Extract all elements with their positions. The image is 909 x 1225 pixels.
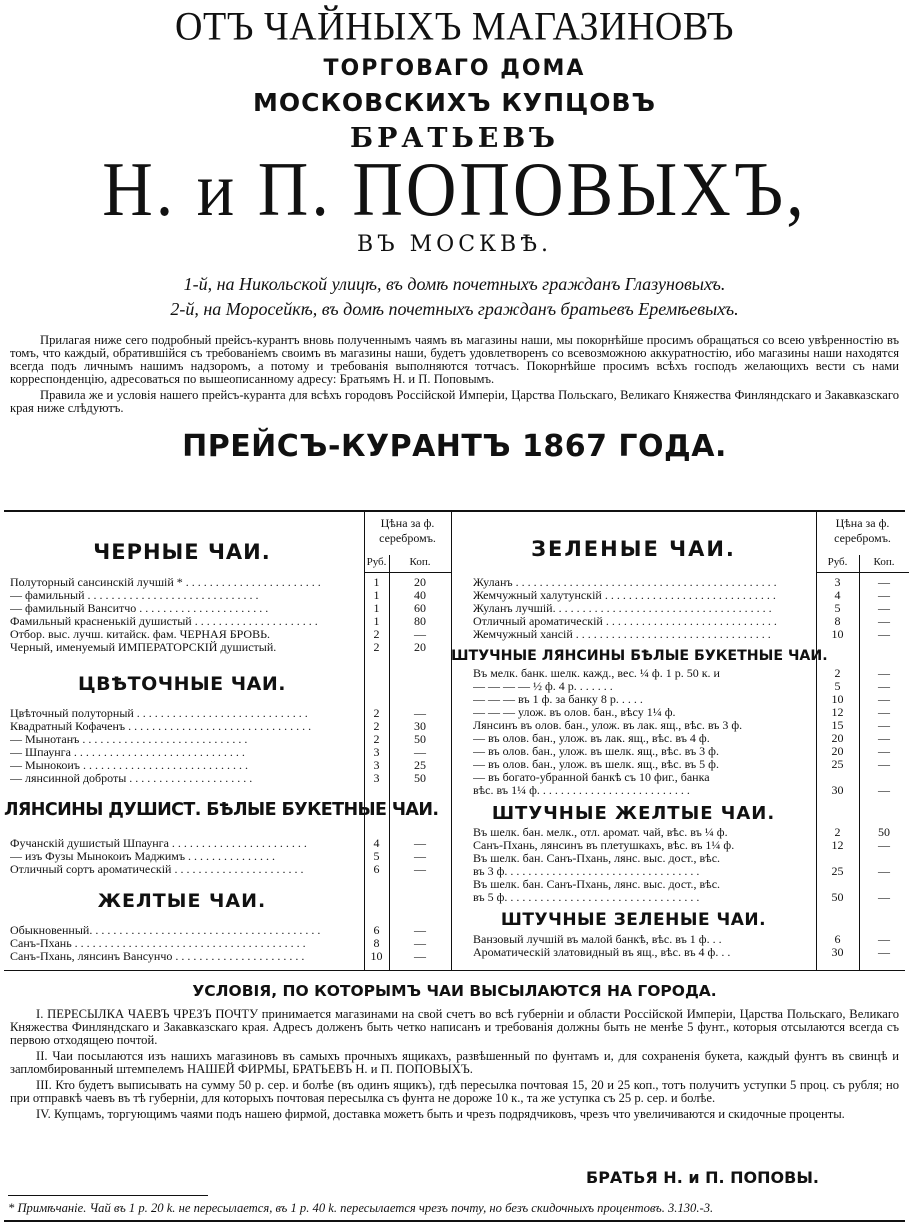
price-rub: 3 xyxy=(373,745,380,759)
price-rub: 5 xyxy=(834,679,841,693)
col-divider xyxy=(451,512,452,970)
header-line-4: БРАТЬЕВЪ xyxy=(350,123,559,154)
price-rub: 12 xyxy=(831,705,844,719)
price-row-name: Въ шелк. бан. Санъ-Пхань, лянс. выс. дост., вѣс. xyxy=(473,878,721,891)
price-kop: — xyxy=(878,692,890,706)
price-rub: 1 xyxy=(373,601,380,615)
price-rub: 30 xyxy=(831,783,844,797)
header-line-5: Н. и П. ПОПОВЫХЪ, xyxy=(102,148,807,233)
price-rub: 8 xyxy=(373,936,380,950)
price-row-name: Въ мелк. банк. шелк. кажд., вес. ¼ ф. 1 р. 50 к. и xyxy=(473,667,720,680)
header-line-3: МОСКОВСКИХЪ КУПЦОВЪ xyxy=(252,88,656,117)
price-row-name: Жемчужный хансій . . . . . . . . . . . . . . . . . . . . . . . . . . . . . . . . . xyxy=(473,628,771,641)
price-kop: — xyxy=(878,932,890,946)
price-kop: 50 xyxy=(878,825,890,839)
price-row-name: Отличный ароматическій . . . . . . . . . . . . . . . . . . . . . . . . . . . . . xyxy=(473,615,777,628)
price-row-name: — Мынотанъ . . . . . . . . . . . . . . . . . . . . . . . . . . . . xyxy=(10,733,248,746)
condition-1: I. ПЕРЕСЫЛКА ЧАЕВЪ ЧРЕЗЪ ПОЧТУ принимается магазинами на свой счетъ во всѣ губерніи и области Россійской Имперіи, Царства Польскаго, Великаго Княжества Финляндскаго и Закавказскаго края. Адресъ долженъ быть четко написанъ и требованія должны быть не менѣе 5 фунт., которыя отсылаются всегда съ первою отходящею почтой. xyxy=(10,1007,899,1047)
section-heading: ЛЯНСИНЫ ДУШИСТ. БѢЛЫЕ БУКЕТНЫЕ ЧАИ. xyxy=(4,800,439,820)
price-kop: 50 xyxy=(414,732,426,746)
price-kop: — xyxy=(878,627,890,641)
price-kop: 30 xyxy=(414,719,426,733)
price-row-name: Фучанскій душистый Шпаунга . . . . . . . . . . . . . . . . . . . . . . . xyxy=(10,837,307,850)
price-rub: 1 xyxy=(373,575,380,589)
price-kop: — xyxy=(878,601,890,615)
price-kop: — xyxy=(878,575,890,589)
footnote-rule xyxy=(8,1195,208,1196)
footnote: * Примѣчаніе. Чай въ 1 р. 20 k. не пересылается, въ 1 р. 40 k. пересылается чрезъ почту, но безъ скидочныхъ процентовъ. 3.130.-3. xyxy=(8,1202,714,1215)
price-row-name: въ 5 ф. . . . . . . . . . . . . . . . . . . . . . . . . . . . . . . . . xyxy=(473,891,700,904)
price-kop: — xyxy=(878,864,890,878)
price-rub: 1 xyxy=(373,588,380,602)
price-row-name: — изъ Фузы Мынокоиъ Маджимъ . . . . . . . . . . . . . . . xyxy=(10,850,276,863)
price-row-name: Жуланъ лучшій. . . . . . . . . . . . . . . . . . . . . . . . . . . . . . . . . . . . . xyxy=(473,602,772,615)
price-kop: 40 xyxy=(414,588,426,602)
price-kop: 20 xyxy=(414,575,426,589)
price-row-name: Фамильный красненькій душистый . . . . . . . . . . . . . . . . . . . . . xyxy=(10,615,318,628)
price-header-line-2: серебромъ. xyxy=(379,531,436,545)
price-row-name: — — — въ 1 ф. за банку 8 р. . . . . xyxy=(473,693,643,706)
section-heading: ЗЕЛЕНЫЕ ЧАИ. xyxy=(531,537,736,561)
price-kop: — xyxy=(878,718,890,732)
price-kop: — xyxy=(878,783,890,797)
price-kop: — xyxy=(414,862,426,876)
price-kop: — xyxy=(878,588,890,602)
price-rub: 20 xyxy=(831,744,844,758)
price-rub: 12 xyxy=(831,838,844,852)
price-kop: — xyxy=(414,627,426,641)
price-rub: 10 xyxy=(831,627,844,641)
price-kop: 50 xyxy=(414,771,426,785)
price-kop: — xyxy=(878,945,890,959)
price-rub: 30 xyxy=(831,945,844,959)
price-rub: 2 xyxy=(373,719,380,733)
price-kop: — xyxy=(414,849,426,863)
price-row-name: Ванзовый лучшій въ малой банкѣ, вѣс. въ 1 ф. . . xyxy=(473,933,722,946)
condition-3: III. Кто будетъ выписывать на сумму 50 р. сер. и болѣе (въ одинъ ящикъ), гдѣ пересылка почтовая 15, 20 и 25 коп., тотъ получитъ уступки 5 проц. съ рубля; но при отправкѣ чаевъ въ тѣ губерніи, для которыхъ почтовая пересылка съ фунта не дороже 10 к., та же уступка съ 25 р. сер. и болѣе. xyxy=(10,1078,899,1105)
price-row-name: — въ олов. бан., улож. въ лак. ящ., вѣс. въ 4 ф. xyxy=(473,732,710,745)
price-row-name: — Шпаунга . . . . . . . . . . . . . . . . . . . . . . . . . . . . . xyxy=(10,746,245,759)
price-header-line-2: серебромъ. xyxy=(834,531,891,545)
price-kop: — xyxy=(414,706,426,720)
section-heading: ЦВѢТОЧНЫЕ ЧАИ. xyxy=(78,673,286,695)
price-kop: — xyxy=(414,949,426,963)
price-kop: — xyxy=(414,745,426,759)
price-row-name: Жуланъ . . . . . . . . . . . . . . . . . . . . . . . . . . . . . . . . . . . . . . . . . . . . xyxy=(473,576,777,589)
price-kop: — xyxy=(878,679,890,693)
price-row-name: Въ шелк. бан. Санъ-Пхань, лянс. выс. дост., вѣс. xyxy=(473,852,721,865)
condition-4: IV. Купцамъ, торгующимъ чаями подъ нашею фирмой, доставка можетъ быть и чрезъ подрядчиковъ, чрезъ что увеличиваются и скидочные проценты. xyxy=(36,1107,845,1121)
price-kop: — xyxy=(878,838,890,852)
intro-paragraph-1: Прилагая ниже сего подробный прейсъ-курантъ вновь полученнымъ чаямъ въ магазины наши, мы покорнѣйше просимъ обращаться со всею увѣренностію въ томъ, что каждый, обратившійся съ требованіемъ своимъ въ магазины наши, будетъ удовлетворенъ со всевозможною аккуратностію, ибо магазины наши находятся всегда подъ личнымъ нашимъ надзоромъ, а потому и требованія выполняются тотчасъ. Покорнѣйше просимъ всѣхъ господъ желающихъ вести съ нами корреспонденцію, адресоваться по вышеописанному адресу: Братьямъ Н. и П. Поповымъ. xyxy=(10,333,899,387)
price-row-name: Санъ-Пхань, лянсинъ въ плетушкахъ, вѣс. въ 1¼ ф. xyxy=(473,839,735,852)
kop-header: Коп. xyxy=(873,556,895,568)
price-header-line-1: Цѣна за ф. xyxy=(380,516,435,530)
price-row-name: Полуторный сансинскій лучшій * . . . . . . . . . . . . . . . . . . . . . . . xyxy=(10,576,321,589)
price-rub: 2 xyxy=(373,732,380,746)
price-row-name: Въ шелк. бан. мелк., отл. аромат. чай, вѣс. въ ¼ ф. xyxy=(473,826,728,839)
price-row-name: Лянсинъ въ олов. бан., улож. въ лак. ящ., вѣс. въ 3 ф. xyxy=(473,719,743,732)
price-rub: 10 xyxy=(831,692,844,706)
price-kop: 60 xyxy=(414,601,426,615)
price-rub: 2 xyxy=(373,627,380,641)
price-row-name: — въ олов. бан., улож. въ шелк. ящ., вѣс. въ 3 ф. xyxy=(473,745,719,758)
price-rub: 2 xyxy=(373,640,380,654)
price-kop: 25 xyxy=(414,758,426,772)
price-row-name: Квадратный Кофаченъ . . . . . . . . . . . . . . . . . . . . . . . . . . . . . . . xyxy=(10,720,312,733)
price-rub: 4 xyxy=(834,588,841,602)
price-row-name: — въ богато-убранной банкѣ съ 10 фиг., банка xyxy=(473,771,710,784)
price-rub: 3 xyxy=(373,758,380,772)
price-rub: 10 xyxy=(370,949,383,963)
price-header-right xyxy=(816,516,909,546)
price-header-line-1: Цѣна за ф. xyxy=(835,516,890,530)
rub-header: Руб. xyxy=(827,556,848,568)
price-row-name: — — — улож. въ олов. бан., вѣсу 1¼ ф. xyxy=(473,706,676,719)
price-row-name: — фамильный Ванситчо . . . . . . . . . . . . . . . . . . . . . . xyxy=(10,602,269,615)
price-kop: — xyxy=(414,836,426,850)
price-kop: — xyxy=(878,666,890,680)
price-row-name: — — — — ½ ф. 4 р. . . . . . . xyxy=(473,680,613,693)
section-heading: ЧЕРНЫЕ ЧАИ. xyxy=(93,540,271,564)
price-list-title: ПРЕЙСЪ-КУРАНТЪ 1867 ГОДА. xyxy=(182,429,727,465)
price-kop: — xyxy=(878,731,890,745)
price-row-name: Цвѣточный полуторный . . . . . . . . . . . . . . . . . . . . . . . . . . . . . xyxy=(10,707,308,720)
table-bottom-rule xyxy=(4,970,905,971)
price-row-name: Жемчужный халутунскій . . . . . . . . . . . . . . . . . . . . . . . . . . . . . xyxy=(473,589,776,602)
price-rub: 6 xyxy=(373,862,380,876)
header-line-6: ВЪ МОСКВѢ. xyxy=(357,232,552,257)
price-rub: 4 xyxy=(373,836,380,850)
price-rub: 20 xyxy=(831,731,844,745)
price-rub: 5 xyxy=(834,601,841,615)
price-kop: — xyxy=(414,923,426,937)
price-row-name: вѣс. въ 1¼ ф. . . . . . . . . . . . . . . . . . . . . . . . . . xyxy=(473,784,690,797)
address-1: 1-й, на Никольской улицѣ, въ домѣ почетныхъ гражданъ Глазуновыхъ. xyxy=(183,274,726,294)
header-line-1: ОТЪ ЧАЙНЫХЪ МАГАЗИНОВЪ xyxy=(175,4,734,50)
price-header-left xyxy=(364,516,451,546)
price-row-name: въ 3 ф. . . . . . . . . . . . . . . . . . . . . . . . . . . . . . . . . xyxy=(473,865,700,878)
conditions xyxy=(10,982,899,1121)
price-rub: 6 xyxy=(373,923,380,937)
intro-paragraph-2: Правила же и условія нашего прейсъ-куранта для всѣхъ городовъ Россійской Имперіи, Царства Польскаго, Великаго Княжества Финляндскаго и Закавказскаго края ниже слѣдуютъ. xyxy=(10,388,899,416)
condition-2: II. Чаи посылаются изъ нашихъ магазиновъ въ самыхъ прочныхъ ящикахъ, развѣшенный по фунтамъ и, для сохраненія букета, каждый фунтъ въ свинцѣ и запломбированный штемпелемъ НАШЕЙ ФИРМЫ, БРАТЬЕВЪ Н. и П. ПОПОВЫХЪ. xyxy=(10,1049,899,1076)
price-rub: 8 xyxy=(834,614,841,628)
kop-header: Коп. xyxy=(409,556,431,568)
price-kop: — xyxy=(878,705,890,719)
price-rub: 6 xyxy=(834,932,841,946)
price-kop: — xyxy=(878,614,890,628)
price-kop: — xyxy=(878,890,890,904)
price-rub: 50 xyxy=(831,890,844,904)
price-rub: 25 xyxy=(831,757,844,771)
section-heading: ШТУЧНЫЕ ЖЕЛТЫЕ ЧАИ. xyxy=(491,803,776,824)
price-row-name: Ароматическій златовидный въ ящ., вѣс. въ 4 ф. . . xyxy=(473,946,731,959)
price-row-name: Санъ-Пхань, лянсинъ Вансунчо . . . . . . . . . . . . . . . . . . . . . . xyxy=(10,950,305,963)
price-rub: 15 xyxy=(831,718,844,732)
section-heading: ЖЕЛТЫЕ ЧАИ. xyxy=(97,890,267,912)
price-rub: 2 xyxy=(373,706,380,720)
price-row-name: — фамильный . . . . . . . . . . . . . . . . . . . . . . . . . . . . . xyxy=(10,589,259,602)
price-rub: 3 xyxy=(834,575,841,589)
header-underline xyxy=(364,572,451,573)
rub-header: Руб. xyxy=(366,556,387,568)
price-row-name: Отличный сортъ ароматическій . . . . . . . . . . . . . . . . . . . . . . xyxy=(10,863,304,876)
table-top-rule xyxy=(4,510,905,512)
header-line-2: ТОРГОВАГО ДОМА xyxy=(323,56,586,81)
price-row-name: — лянсинной доброты . . . . . . . . . . . . . . . . . . . . . xyxy=(10,772,253,785)
intro xyxy=(0,334,909,415)
section-heading: ШТУЧНЫЕ ЛЯНСИНЫ БѢЛЫЕ БУКЕТНЫЕ ЧАИ. xyxy=(451,648,828,664)
price-kop: — xyxy=(878,757,890,771)
price-kop: — xyxy=(878,744,890,758)
price-row-name: Черный, именуемый ИМПЕРАТОРСКІЙ душистый. xyxy=(10,641,277,654)
price-row-name: Санъ-Пхань . . . . . . . . . . . . . . . . . . . . . . . . . . . . . . . . . . . . . . . xyxy=(10,937,306,950)
price-rub: 2 xyxy=(834,666,841,680)
page-bottom-rule xyxy=(4,1220,905,1222)
masthead xyxy=(0,4,909,257)
price-row-name: — въ олов. бан., улож. въ шелк. ящ., вѣс. въ 5 ф. xyxy=(473,758,719,771)
price-row-name: Отбор. выс. лучш. китайск. фам. ЧЕРНАЯ БРОВЬ. xyxy=(10,628,270,641)
price-rub: 5 xyxy=(373,849,380,863)
header-underline xyxy=(816,572,909,573)
price-rub: 1 xyxy=(373,614,380,628)
price-kop: 80 xyxy=(414,614,426,628)
price-rub: 2 xyxy=(834,825,841,839)
price-kop: — xyxy=(414,936,426,950)
price-rub: 25 xyxy=(831,864,844,878)
price-kop: 20 xyxy=(414,640,426,654)
price-rub: 3 xyxy=(373,771,380,785)
price-row-name: Обыкновенный. . . . . . . . . . . . . . . . . . . . . . . . . . . . . . . . . . . . . . . xyxy=(10,924,321,937)
section-heading: ШТУЧНЫЕ ЗЕЛЕНЫЕ ЧАИ. xyxy=(500,910,767,930)
conditions-title: УСЛОВІЯ, ПО КОТОРЫМЪ ЧАИ ВЫСЫЛАЮТСЯ НА ГОРОДА. xyxy=(192,982,717,1000)
signature: БРАТЬЯ Н. и П. ПОПОВЫ. xyxy=(586,1168,819,1187)
address-2: 2-й, на Моросейкѣ, въ домѣ почетныхъ гражданъ братьевъ Еремѣевыхъ. xyxy=(170,299,739,320)
price-row-name: — Мынокоиъ . . . . . . . . . . . . . . . . . . . . . . . . . . . . xyxy=(10,759,249,772)
